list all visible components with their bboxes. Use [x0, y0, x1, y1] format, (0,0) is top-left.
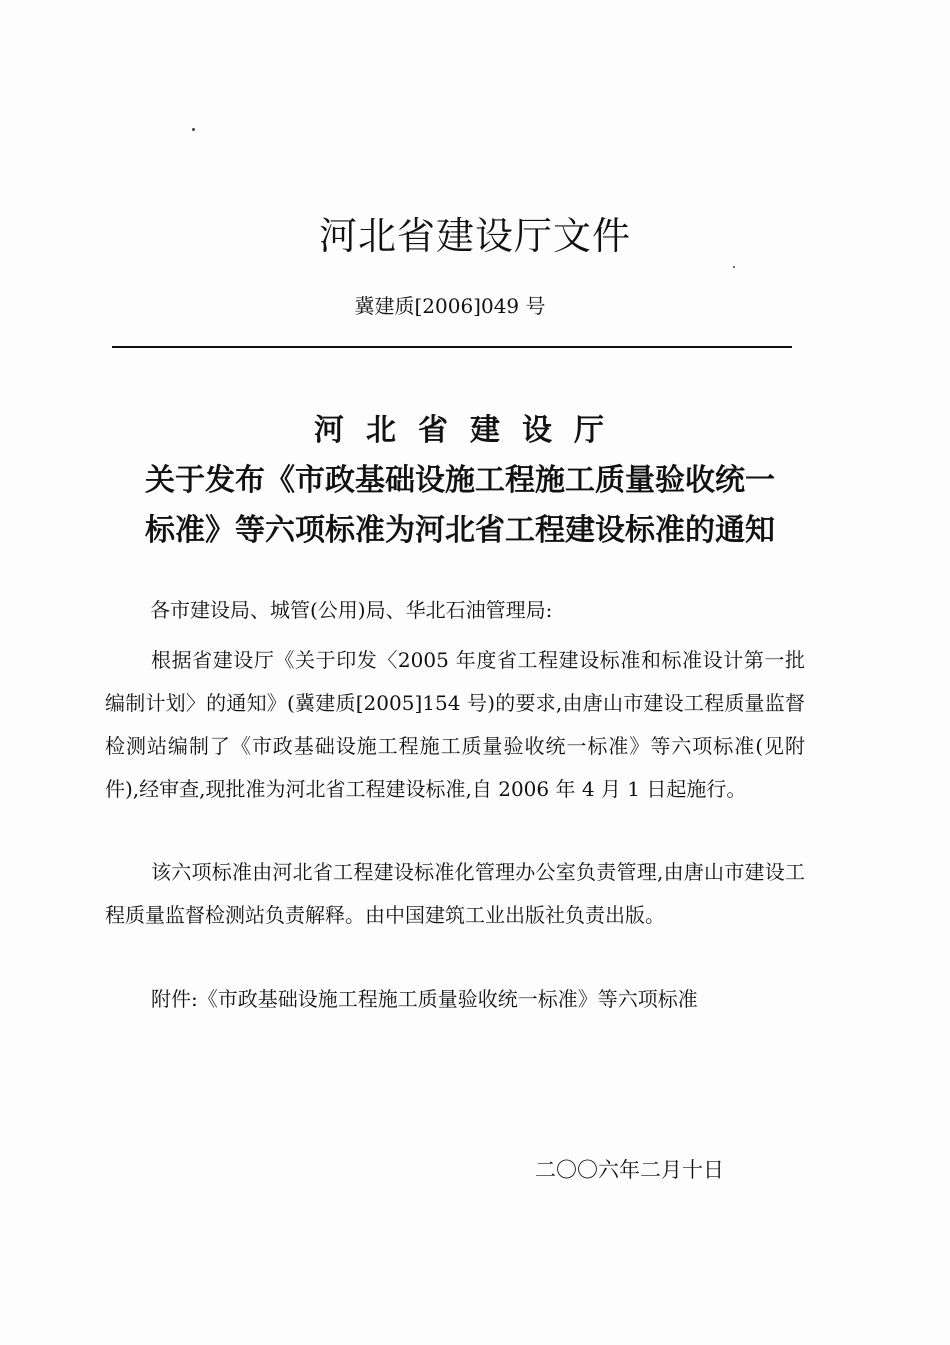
document-number: 冀建质[2006]049 号 [354, 294, 546, 318]
attachment-container [105, 978, 805, 1021]
body-paragraph-1: 根据省建设厅《关于印发〈2005 年度省工程建设标准和标准设计第一批编制计划〉的通知》(冀建质[2005]154 号)的要求,由唐山市建设工程质量监督检测站编制了《市政基础设施工程施工质量验收统一标准》等六项标准(见附件),经审查,现批准为河北省工程建设标准,自 2006 年 4 月 1 日起施行。 [105, 648, 805, 801]
body-paragraph-2-container [105, 851, 805, 937]
title-line-1: 河北省建设厅 [314, 413, 626, 448]
scan-speck [192, 128, 195, 131]
title-line-3: 标准》等六项标准为河北省工程建设标准的通知 [145, 513, 775, 548]
header-divider-line [112, 346, 792, 348]
body-paragraph-2: 该六项标准由河北省工程建设标准化管理办公室负责管理,由唐山市建设工程质量监督检测站负责解释。由中国建筑工业出版社负责出版。 [105, 860, 805, 927]
body-paragraph-1-container [105, 639, 805, 811]
issue-date: 二〇〇六年二月十日 [535, 1158, 724, 1182]
scan-speck [733, 266, 735, 268]
title-line-2: 关于发布《市政基础设施工程施工质量验收统一 [145, 463, 775, 498]
addressee-line: 各市建设局、城管(公用)局、华北石油管理局: [150, 598, 553, 622]
issuing-authority-header: 河北省建设厅文件 [318, 214, 631, 258]
attachment-line: 附件:《市政基础设施工程施工质量验收统一标准》等六项标准 [151, 987, 698, 1011]
